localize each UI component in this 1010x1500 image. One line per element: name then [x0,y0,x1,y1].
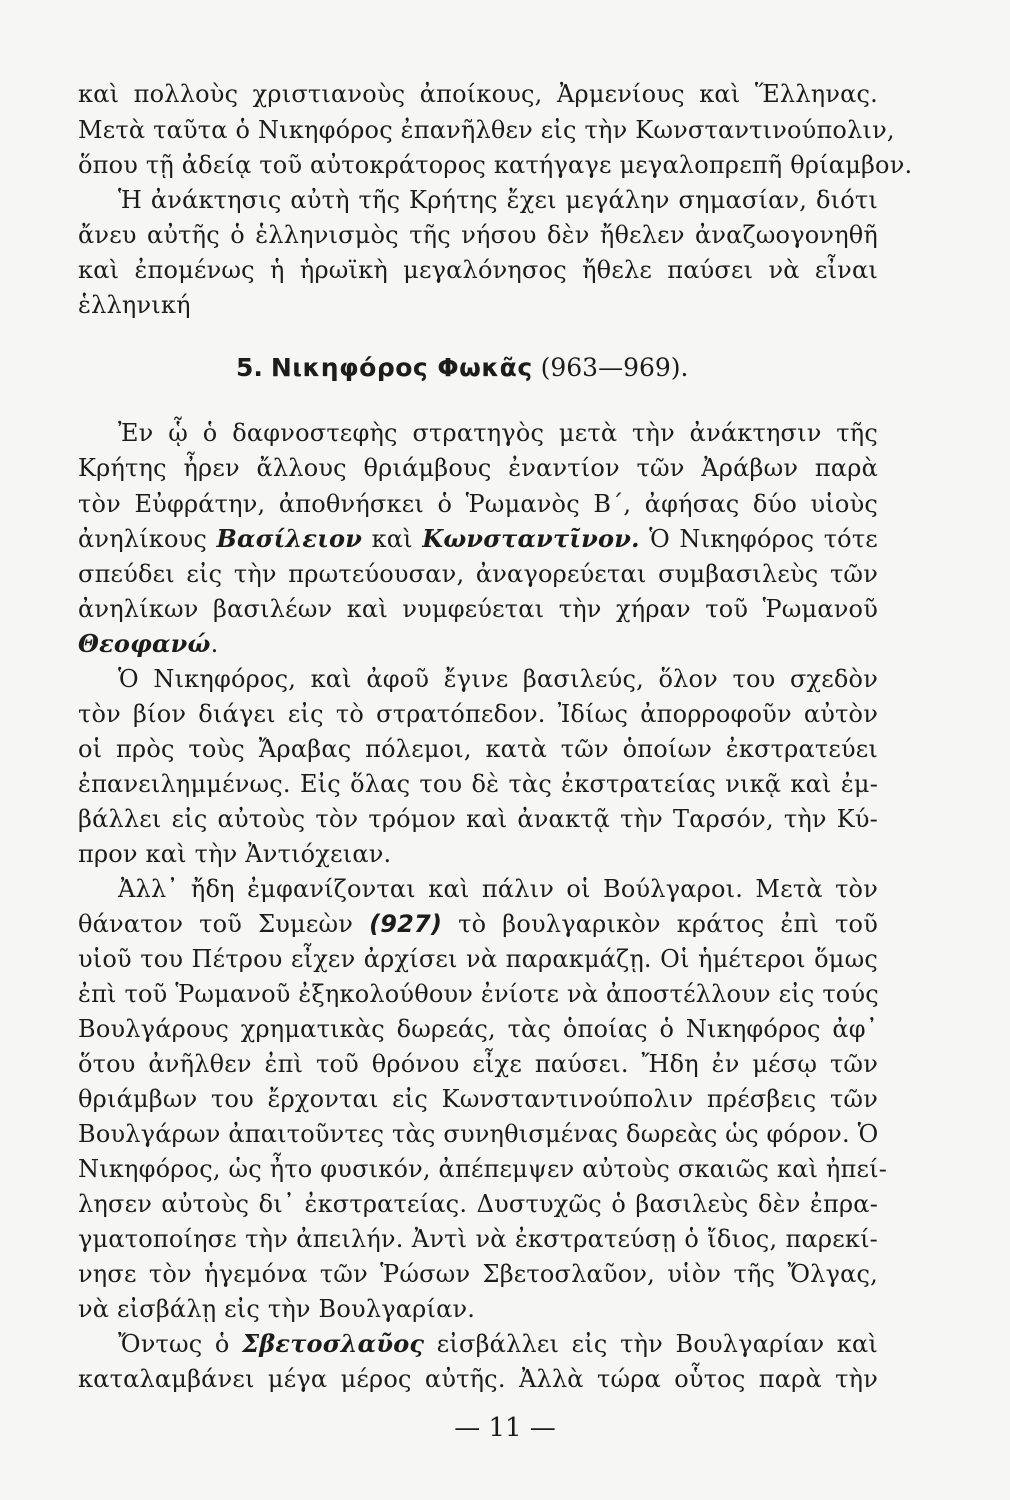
name-basileios: Βασίλειον [216,524,363,553]
text-fragment: εἰσβάλλει εἰς τὴν Βουλγαρίαν καὶ [436,1330,878,1358]
text-line [118,1328,878,1360]
name-theophano: Θεοφανώ [78,629,211,658]
text-line: Βουλγάρων ἀπαιτοῦντες τὰς συνηθισμένας δωρεὰς ὡς φόρον. Ὁ [78,1120,879,1148]
text-line: ὅπου τῇ ἀδείᾳ τοῦ αὐτοκράτορος κατήγαγε μεγαλοπρεπῆ θρίαμβον. [78,151,913,179]
text-line [78,523,878,555]
text-line: Βουλγάρους χρηματικὰς δωρεάς, τὰς ὁποίας ὁ Νικηφόρος ἀφ᾽ [78,1015,878,1043]
text-line: βάλλει εἰς αὐτοὺς τὸν τρόμον καὶ ἀνακτᾷ τὴν Ταρσόν, τὴν Κύ- [78,805,878,833]
text-line: λησεν αὐτοὺς δι᾽ ἐκστρατείας. Δυστυχῶς ὁ βασιλεὺς δὲν ἐπρα- [78,1190,878,1218]
text-line: οἱ πρὸς τοὺς Ἄραβας πόλεμοι, κατὰ τῶν ὁποίων ἐκστρατεύει [78,735,878,763]
text-line: καὶ ἐπομένως ἡ ἡρωϊκὴ μεγαλόνησος ἤθελε παύσει νὰ εἶναι [78,256,878,284]
text-line: ἐπανειλημμένως. Εἰς ὅλας του δὲ τὰς ἐκστρατείας νικᾷ καὶ ἐμ- [78,770,878,798]
text-fragment: τὸ βουλγαρικὸν κράτος ἐπὶ τοῦ [458,910,878,938]
text-line: τὸν Εὐφράτην, ἀποθνήσκει ὁ Ῥωμανὸς Β΄, ἀφήσας δύο υἱοὺς [78,490,878,518]
text-line: νὰ εἰσβάλῃ εἰς τὴν Βουλγαρίαν. [78,1295,476,1323]
section-title: Νικηφόρος Φωκᾶς [270,353,533,382]
section-years: (963—969). [540,353,689,382]
text-line: νησε τὸν ἡγεμόνα τῶν Ῥώσων Σβετοσλαῦον, υἱὸν τῆς Ὄλγας, [78,1260,878,1288]
text-fragment: ἀνηλίκους [78,525,208,553]
year-927: (927) [369,910,443,938]
text-line: Νικηφόρος, ὡς ἦτο φυσικόν, ἀπέπεμψεν αὐτοὺς σκαιῶς καὶ ἠπεί- [78,1155,888,1183]
text-line: ἐπὶ τοῦ Ῥωμανοῦ ἐξηκολούθουν ἐνίοτε νὰ ἀποστέλλουν εἰς τούς [78,980,879,1008]
page-number: — 11 — [454,1413,556,1443]
text-line: θριάμβων του ἔρχονται εἰς Κωνσταντινούπολιν πρέσβεις τῶν [78,1085,878,1113]
text-fragment: καὶ [371,525,413,553]
text-line: ἑλληνική [78,291,191,319]
text-line: Ὁ Νικηφόρος, καὶ ἀφοῦ ἔγινε βασιλεύς, ὅλον του σχεδὸν [118,665,878,693]
text-fragment: θάνατον τοῦ Συμεὼν [78,910,354,938]
name-konstantinos: Κωνσταντῖνον. [422,524,640,553]
section-heading [236,352,689,384]
text-line: καταλαμβάνει μέγα μέρος αὐτῆς. Ἀλλὰ τώρα οὗτος παρὰ τὴν [78,1365,878,1393]
section-number: 5. [236,353,263,382]
text-line [78,908,878,940]
text-line: καὶ πολλοὺς χριστιανοὺς ἀποίκους, Ἀρμενίους καὶ Ἕλληνας. [78,80,878,108]
text-fragment: Ὁ Νικηφόρος τότε [649,525,878,553]
text-line: ἄνευ αὐτῆς ὁ ἑλληνισμὸς τῆς νήσου δὲν ἤθελεν ἀναζωογονηθῆ [78,221,878,249]
text-fragment: Ὄντως ὁ [118,1330,230,1358]
text-line: Ἐν ᾧ ὁ δαφνοστεφὴς στρατηγὸς μετὰ τὴν ἀνάκτησιν τῆς [118,419,878,447]
text-line: Μετὰ ταῦτα ὁ Νικηφόρος ἐπανῆλθεν εἰς τὴν Κωνσταντινούπολιν, [78,116,895,144]
text-line [78,628,878,660]
text-line: τὸν βίον διάγει εἰς τὸ στρατόπεδον. Ἰδίως ἀπορροφοῦν αὐτὸν [78,700,878,728]
text-fragment: . [210,630,219,658]
name-svetoslav: Σβετοσλαῦος [242,1329,425,1358]
text-line: ὅτου ἀνῆλθεν ἐπὶ τοῦ θρόνου εἶχε παύσει. Ἤδη ἐν μέσῳ τῶν [78,1050,878,1078]
text-line: υἱοῦ του Πέτρου εἶχεν ἀρχίσει νὰ παρακμάζῃ. Οἱ ἡμέτεροι ὅμως [78,945,878,973]
text-line: Ἀλλ᾽ ἤδη ἐμφανίζονται καὶ πάλιν οἱ Βούλγαροι. Μετὰ τὸν [118,875,878,903]
text-line: Κρήτης ἦρεν ἄλλους θριάμβους ἐναντίον τῶν Ἀράβων παρὰ [78,454,878,482]
text-line: γματοποίησε τὴν ἀπειλήν. Ἀντὶ νὰ ἐκστρατεύσῃ ὁ ἴδιος, παρεκί- [78,1225,878,1253]
text-line: ἀνηλίκων βασιλέων καὶ νυμφεύεται τὴν χήραν τοῦ Ῥωμανοῦ [78,595,878,623]
text-line: Ἡ ἀνάκτησις αὐτὴ τῆς Κρήτης ἔχει μεγάλην σημασίαν, διότι [118,186,878,214]
text-line: προν καὶ τὴν Ἀντιόχειαν. [78,840,392,868]
text-line: σπεύδει εἰς τὴν πρωτεύουσαν, ἀναγορεύεται συμβασιλεὺς τῶν [78,560,878,588]
